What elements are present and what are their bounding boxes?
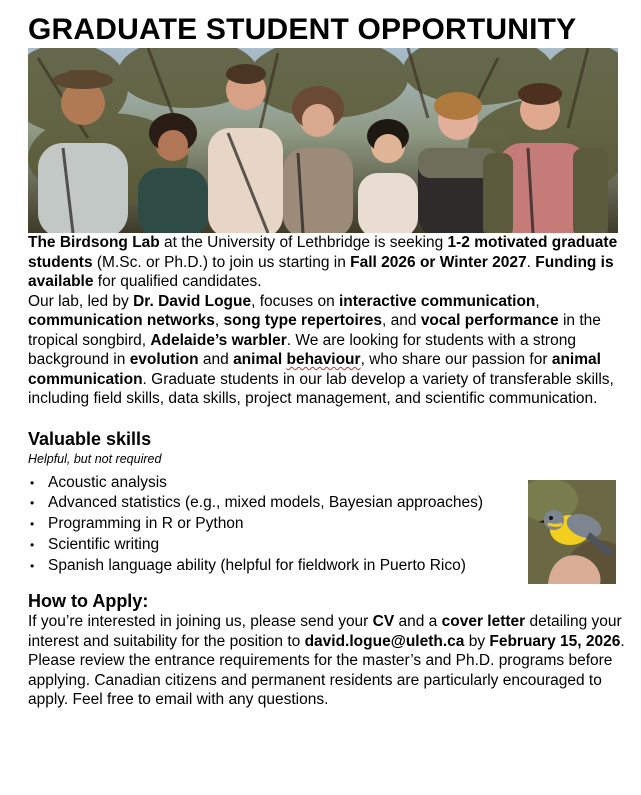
lab-text: , focuses on	[251, 292, 339, 310]
group-photo-illustration	[28, 48, 618, 233]
lab-bold-text: communication networks	[28, 312, 215, 329]
lab-text: , who share our passion for	[360, 351, 552, 368]
lab-bold-text: song type repertoires	[223, 312, 383, 329]
lab-bold-text: Adelaide’s warbler	[150, 331, 287, 349]
lab-text: , and	[382, 312, 421, 329]
lab-text: Our lab, led by	[28, 292, 134, 310]
bullet-icon: •	[30, 517, 35, 532]
warbler-illustration	[528, 480, 616, 584]
skills-section	[28, 473, 629, 577]
contact-email[interactable]: david.logue@uleth.ca	[304, 632, 465, 650]
apply-text: detailing your interest and suitability for the position to	[28, 613, 622, 650]
bullet-icon: •	[30, 475, 35, 490]
skills-heading: Valuable skills	[28, 428, 152, 449]
skills-subheading: Helpful, but not required	[28, 451, 162, 466]
lab-text: ,	[535, 292, 540, 310]
lab-name: The Birdsong Lab	[28, 234, 160, 251]
deadline-date: February 15, 2026	[489, 632, 621, 650]
lab-text: . We are looking for students with a strong background in	[28, 331, 576, 368]
lab-bold-text: vocal performance	[420, 312, 559, 329]
intro-bold-text: Funding is available	[28, 253, 614, 290]
spellcheck-underlined-word: behaviour	[286, 351, 361, 368]
lab-bold-text: animal communication	[28, 351, 601, 388]
lab-text: . Graduate students in our lab develop a variety of transferable skills, including field skills, data skills, project management, and scientific communication.	[28, 370, 614, 407]
group-photo-icon	[28, 48, 618, 233]
bullet-icon: •	[30, 496, 35, 511]
lab-text: in the tropical songbird,	[28, 312, 601, 349]
lab-bold-text	[233, 351, 361, 368]
apply-heading: How to Apply:	[28, 591, 149, 612]
skill-text: Advanced statistics (e.g., mixed models, Bayesian approaches)	[48, 494, 484, 512]
lab-bold-text-part: animal	[233, 351, 287, 368]
lab-bold-text: Dr. David Logue	[133, 292, 252, 310]
skill-text: Spanish language ability (helpful for fieldwork in Puerto Rico)	[48, 556, 466, 574]
apply-text: and a	[394, 613, 442, 631]
bullet-icon: •	[30, 537, 35, 552]
apply-bold-text: cover letter	[441, 613, 526, 631]
skill-text: Scientific writing	[48, 535, 160, 553]
lab-paragraph	[28, 292, 629, 409]
lab-text: and	[198, 351, 234, 368]
warbler-photo-icon	[528, 480, 616, 584]
apply-text: If you’re interested in joining us, please send your	[28, 613, 373, 631]
apply-bold-text: CV	[372, 613, 395, 631]
skill-text: Acoustic analysis	[48, 473, 167, 491]
skill-text: Programming in R or Python	[48, 515, 244, 533]
intro-bold-text: 1-2 motivated graduate students	[28, 234, 618, 271]
intro-text: .	[526, 253, 536, 271]
lab-bold-text: evolution	[129, 351, 199, 368]
apply-paragraph	[28, 612, 629, 710]
intro-text: at the University of Lethbridge is seeking	[159, 234, 448, 251]
intro-text: (M.Sc. or Ph.D.) to join us starting in	[92, 253, 351, 271]
apply-text: . Please review the entrance requirements for the master’s and Ph.D. programs before applying. Canadian citizens and permanent residents are particularly encouraged to apply. Feel free to email with any questions.	[28, 632, 625, 709]
page-title: GRADUATE STUDENT OPPORTUNITY	[28, 13, 577, 46]
lab-bold-text: interactive communication	[339, 292, 536, 310]
intro-bold-text: Fall 2026 or Winter 2027	[350, 253, 527, 271]
apply-text: by	[464, 632, 490, 650]
lab-text: ,	[214, 312, 224, 329]
bullet-icon: •	[30, 558, 35, 573]
intro-paragraph	[28, 233, 629, 292]
intro-text: for qualified candidates.	[93, 273, 262, 290]
